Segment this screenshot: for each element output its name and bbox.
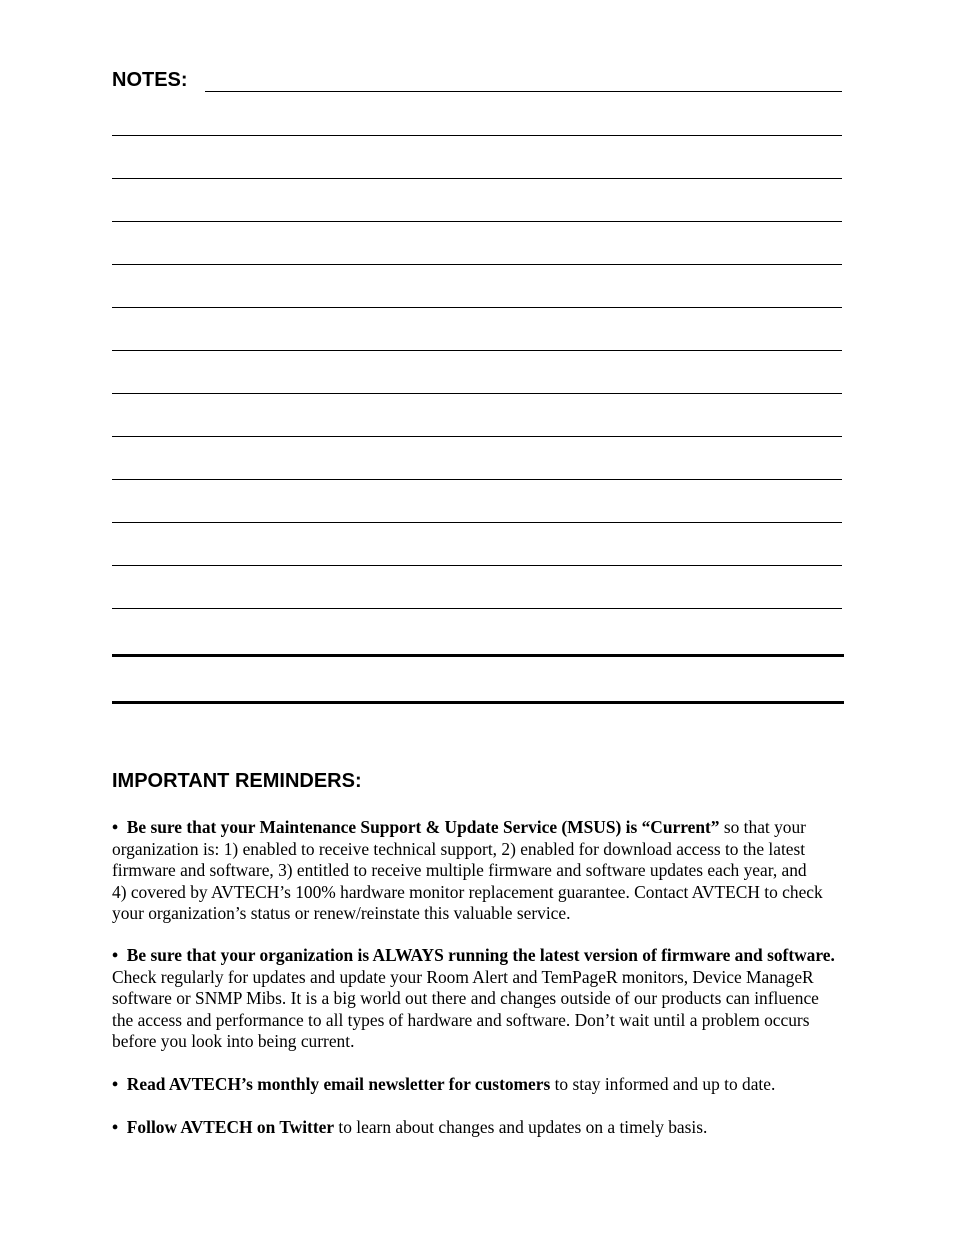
note-line <box>205 91 842 92</box>
reminder-newsletter: • Read AVTECH’s monthly email newsletter for customers to stay informed and up to date. <box>112 1074 776 1094</box>
reminder-latest-version: • Be sure that your organization is ALWAYS running the latest version of firmware and software. Check regularly for updates and update your Room Alert and TemPageR monitors, Device ManageR software or SNMP Mibs. It is a big world out there and changes outside of our products can influence the access and performance to all types of hardware and software. Don’t wait until a problem occurs before you look into being current. <box>112 945 835 1052</box>
reminder-bullet: • <box>112 945 119 965</box>
notes-heading: NOTES: <box>112 69 188 91</box>
note-line <box>112 178 842 179</box>
reminder-bold: Be sure that your Maintenance Support & Update Service (MSUS) is “Current” <box>126 817 720 837</box>
note-line-thick <box>112 654 844 657</box>
note-line <box>112 522 842 523</box>
note-line <box>112 565 842 566</box>
note-line-thick <box>112 701 844 704</box>
note-line <box>112 479 842 480</box>
reminder-bold: Be sure that your organization is ALWAYS running the latest version of firmware and software. <box>126 945 835 965</box>
reminder-bold: Follow AVTECH on Twitter <box>126 1117 335 1137</box>
note-line <box>112 307 842 308</box>
note-line <box>112 135 842 136</box>
note-line <box>112 393 842 394</box>
reminder-bullet: • <box>112 1074 119 1094</box>
note-line <box>112 264 842 265</box>
note-line <box>112 221 842 222</box>
note-line <box>112 436 842 437</box>
reminder-msus: • Be sure that your Maintenance Support & Update Service (MSUS) is “Current” so that your organization is: 1) enabled to receive technical support, 2) enabled for download access to the latest firmware and software, 3) entitled to receive multiple firmware and software updates each year, and 4) covered by AVTECH’s 100% hardware monitor replacement guarantee. Contact AVTECH to check your organization’s status or renew/reinstate this valuable service. <box>112 817 823 924</box>
reminder-bullet: • <box>112 817 119 837</box>
reminder-twitter: • Follow AVTECH on Twitter to learn about changes and updates on a timely basis. <box>112 1117 708 1137</box>
note-line <box>112 350 842 351</box>
note-line <box>112 608 842 609</box>
reminders-heading: IMPORTANT REMINDERS: <box>112 770 362 792</box>
reminder-bold: Read AVTECH’s monthly email newsletter for customers <box>126 1074 551 1094</box>
reminder-bullet: • <box>112 1117 119 1137</box>
